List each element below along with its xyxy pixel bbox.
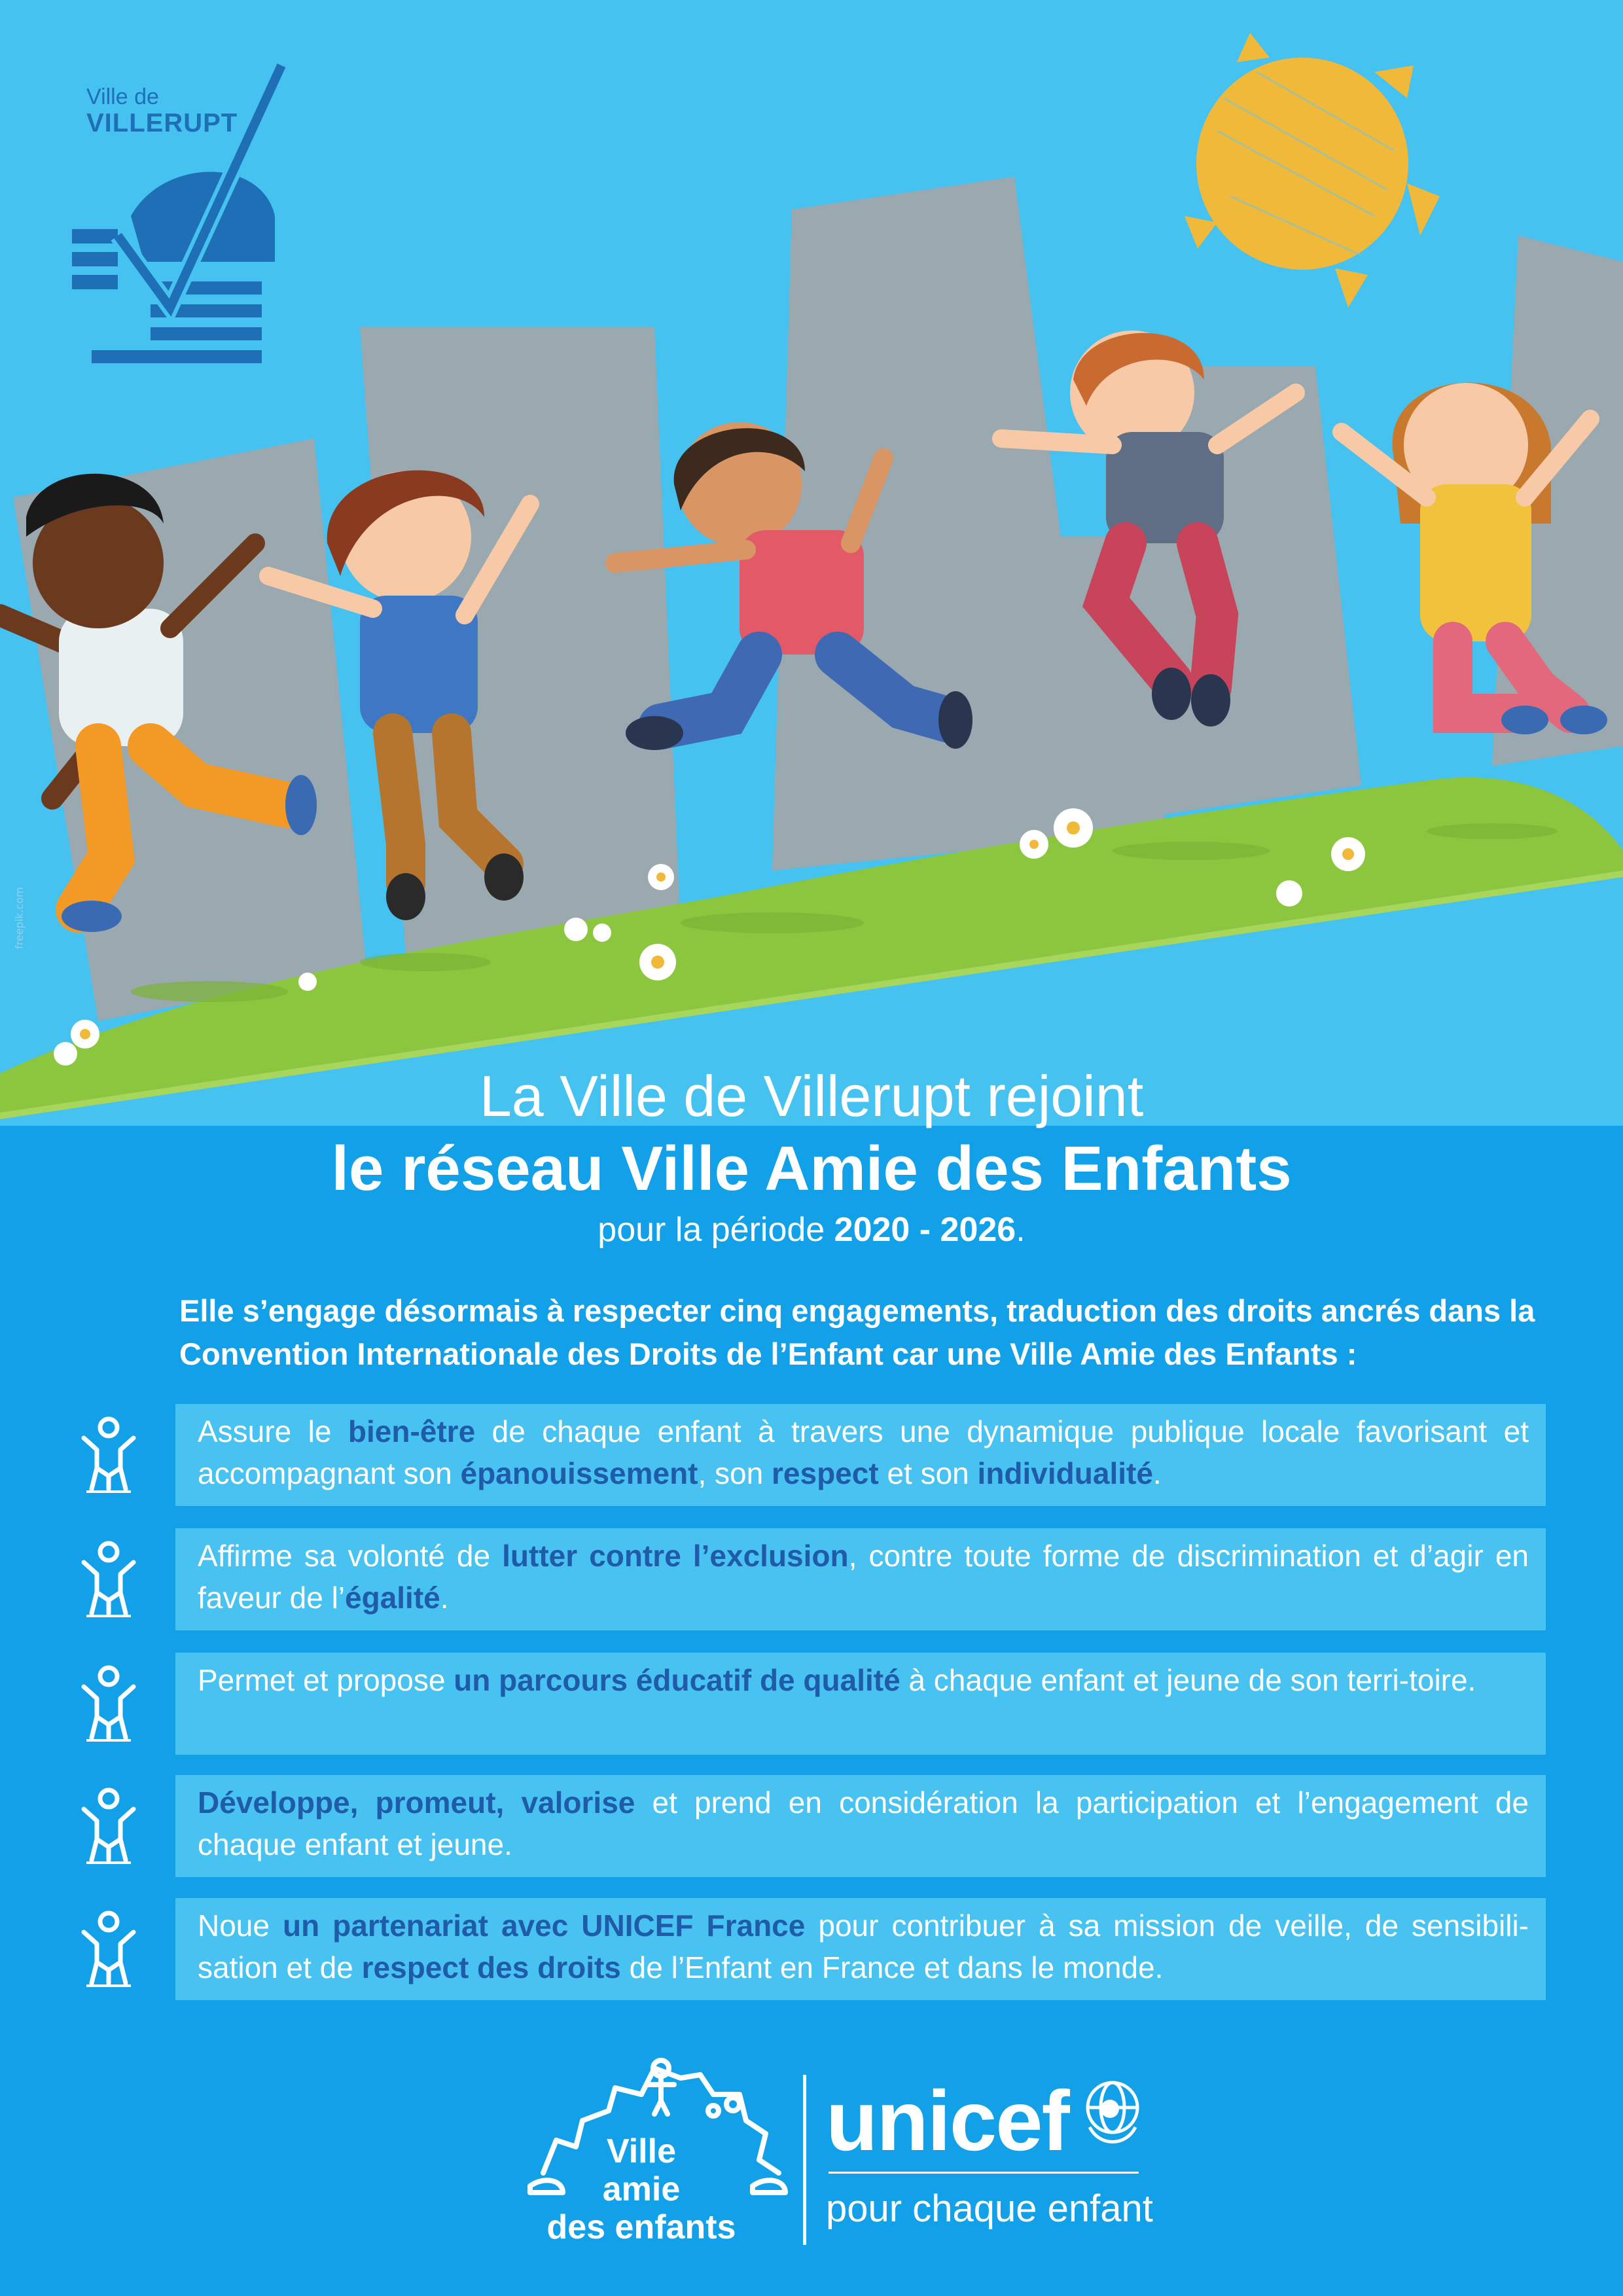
period-years: 2020 - 2026 bbox=[834, 1211, 1016, 1249]
vae-line3: des enfants bbox=[546, 2208, 736, 2246]
title-line3 bbox=[0, 1206, 1623, 1254]
row-text: à chaque enfant et jeune de son terri-toire. bbox=[900, 1663, 1476, 1697]
unicef-tagline: pour chaque enfant bbox=[826, 2187, 1153, 2230]
row-text: . bbox=[440, 1581, 449, 1615]
row-text: Affirme sa volonté de bbox=[198, 1539, 503, 1573]
highlight-text: Développe, promeut, valorise bbox=[198, 1785, 635, 1820]
vae-wordmark bbox=[543, 2132, 740, 2246]
highlight-text: épanouissement bbox=[460, 1456, 698, 1490]
unicef-wordmark: unicef bbox=[826, 2073, 1069, 2168]
vae-line1: Ville bbox=[606, 2132, 676, 2170]
engagement-row bbox=[175, 1775, 1546, 1877]
row-text: Noue bbox=[198, 1909, 283, 1943]
title-block bbox=[0, 1060, 1623, 1254]
row-text: , son bbox=[698, 1456, 772, 1490]
period-suffix: . bbox=[1016, 1211, 1026, 1249]
row-text: de l’Enfant en France et dans le monde. bbox=[620, 1950, 1164, 1984]
engagement-row bbox=[175, 1653, 1546, 1755]
vae-line2: amie bbox=[602, 2170, 681, 2208]
highlight-text: individualité bbox=[977, 1456, 1153, 1490]
child-icon bbox=[77, 1910, 140, 1988]
row-text: de chaque enfant à travers une dynamique publique locale favorisant et accompagnant son bbox=[198, 1414, 1529, 1490]
row-text: pour contribuer à sa mission de veille, de sensibili-sation et de bbox=[198, 1909, 1529, 1984]
row-text: et prend en considération la participation et l’engagement de chaque enfant et jeune. bbox=[198, 1785, 1529, 1861]
row-text: et son bbox=[878, 1456, 978, 1490]
highlight-text: respect bbox=[772, 1456, 879, 1490]
logo-line2: VILLERUPT bbox=[86, 109, 238, 137]
title-line2: le réseau Ville Amie des Enfants bbox=[331, 1134, 1292, 1204]
unicef-emblem-icon bbox=[1080, 2075, 1145, 2153]
unicef-rule bbox=[829, 2172, 1139, 2174]
header-illustration bbox=[0, 0, 1623, 1126]
row-text: . bbox=[1152, 1456, 1162, 1490]
engagement-row bbox=[175, 1404, 1546, 1506]
footer-divider bbox=[803, 2075, 806, 2245]
child-icon bbox=[77, 1416, 140, 1494]
intro-paragraph: Elle s’engage désormais à respecter cinq engagements, traduction des droits ancrés dans la Convention Internationale des Droits de l’Enfant car une Ville Amie des Enfants : bbox=[179, 1293, 1535, 1371]
logo-line1: Ville de bbox=[86, 84, 159, 109]
title-line1: La Ville de Villerupt rejoint bbox=[479, 1064, 1144, 1128]
villerupt-logo bbox=[86, 84, 238, 136]
child-icon bbox=[77, 1664, 140, 1743]
footer bbox=[0, 2049, 1623, 2265]
engagement-row bbox=[175, 1898, 1546, 2000]
period-prefix: pour la période bbox=[597, 1211, 834, 1249]
child-icon bbox=[77, 1540, 140, 1619]
engagement-row bbox=[175, 1528, 1546, 1630]
row-text: , contre toute forme de discrimination et d’agir en faveur de l’ bbox=[198, 1539, 1529, 1615]
image-credit: freepik.com bbox=[13, 887, 26, 949]
highlight-text: égalité bbox=[345, 1581, 440, 1615]
row-text: Assure le bbox=[198, 1414, 348, 1448]
highlight-text: respect des droits bbox=[361, 1950, 621, 1984]
highlight-text: bien-être bbox=[348, 1414, 476, 1448]
highlight-text: un parcours éducatif de qualité bbox=[454, 1663, 901, 1697]
highlight-text: lutter contre l’exclusion bbox=[502, 1539, 849, 1573]
row-text: Permet et propose bbox=[198, 1663, 454, 1697]
highlight-text: un partenariat avec UNICEF France bbox=[282, 1909, 806, 1943]
child-icon bbox=[77, 1787, 140, 1865]
